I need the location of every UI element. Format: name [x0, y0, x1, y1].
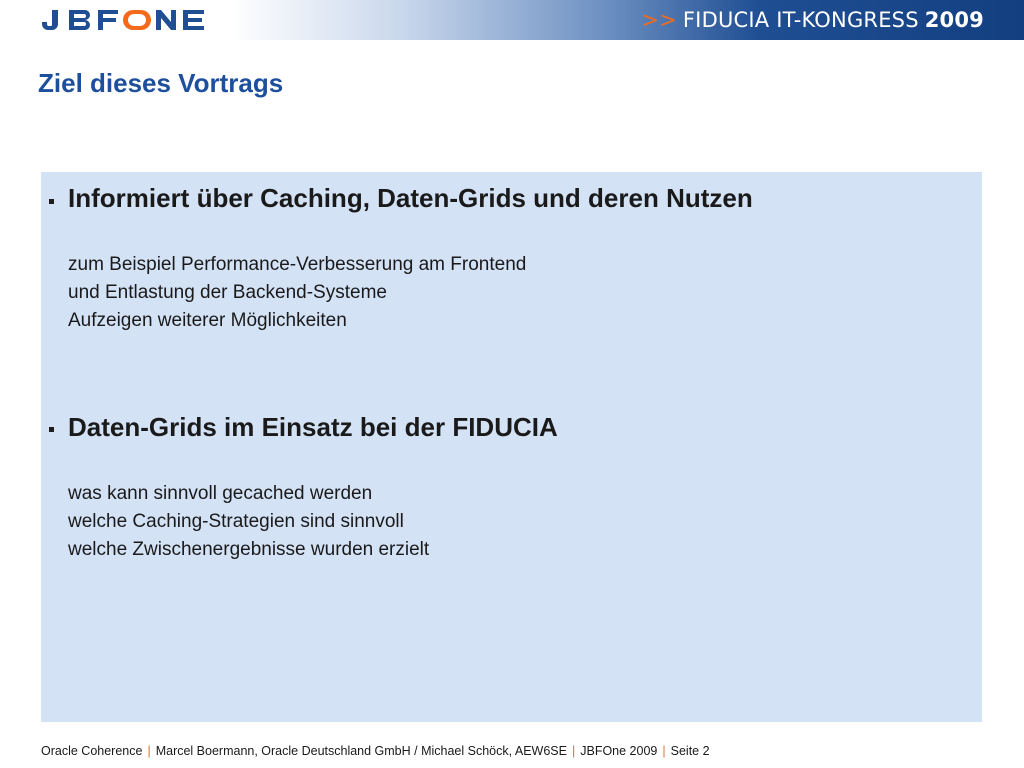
congress-title [641, 8, 984, 32]
header-bar [0, 0, 1024, 40]
congress-year: 2009 [924, 8, 984, 32]
detail-line: zum Beispiel Performance-Verbesserung am Frontend [68, 254, 527, 275]
detail-line: welche Caching-Strategien sind sinnvoll [68, 511, 404, 532]
bullet-heading-1: Informiert über Caching, Daten-Grids und deren Nutzen [68, 183, 753, 213]
footer-page-number: Seite 2 [670, 744, 710, 758]
content-box [41, 172, 982, 722]
bullet-marker [49, 199, 54, 204]
footer [41, 744, 710, 758]
detail-line: welche Zwischenergebnisse wurden erzielt [68, 539, 430, 560]
slide-title: Ziel dieses Vortrags [38, 68, 284, 98]
footer-separator: | [571, 744, 576, 758]
footer-topic: Oracle Coherence [41, 744, 143, 758]
congress-chevrons: >> [641, 8, 677, 32]
congress-name: FIDUCIA IT-KONGRESS [682, 8, 919, 32]
bullet-1-details [68, 251, 526, 335]
footer-authors: Marcel Boermann, Oracle Deutschland GmbH / Michael Schöck, AEW6SE [155, 744, 567, 758]
footer-separator: | [662, 744, 666, 758]
detail-line: und Entlastung der Backend-Systeme [68, 282, 387, 303]
jbfone-logo [40, 6, 206, 34]
bullet-heading-2: Daten-Grids im Einsatz bei der FIDUCIA [68, 412, 558, 442]
detail-line: was kann sinnvoll gecached werden [68, 483, 373, 504]
bullet-2-details [68, 480, 429, 564]
bullet-marker [49, 427, 54, 432]
detail-line: Aufzeigen weiterer Möglichkeiten [68, 310, 347, 331]
footer-event: JBFOne 2009 [580, 744, 658, 758]
footer-separator: | [147, 744, 151, 758]
